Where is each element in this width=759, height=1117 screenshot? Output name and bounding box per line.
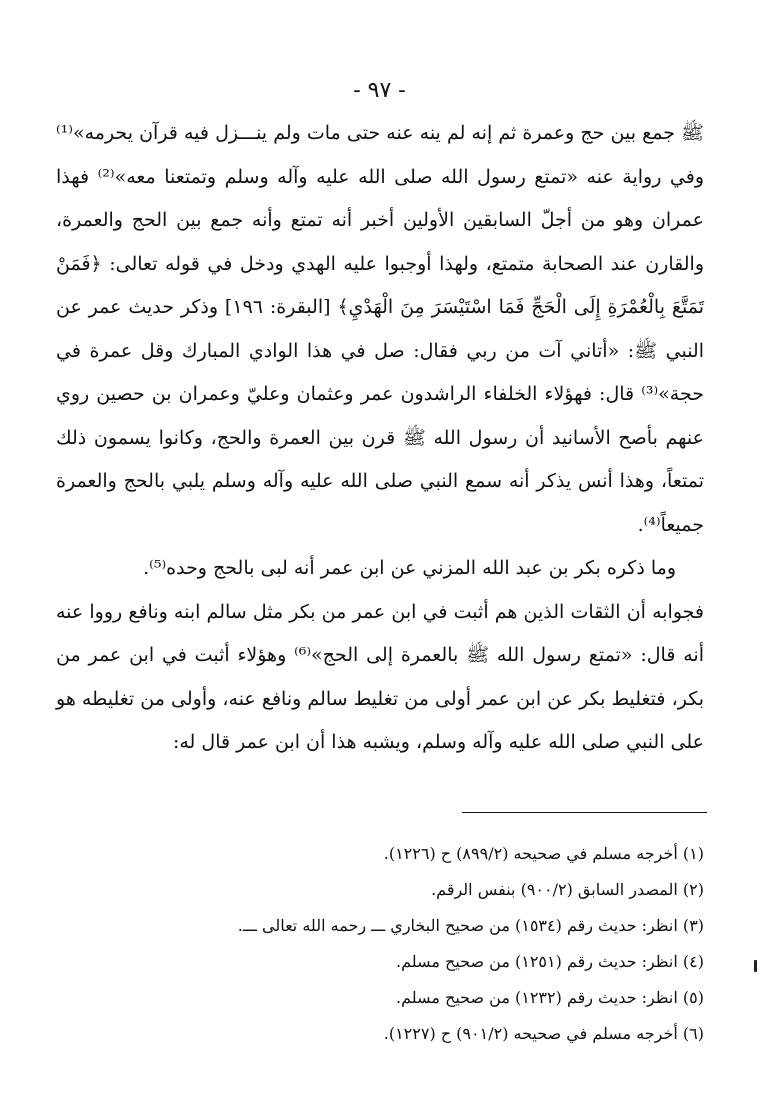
footnote-separator	[462, 812, 707, 813]
footnote: (٤) انظر: حديث رقم (١٢٥١) من صحيح مسلم.	[396, 952, 704, 971]
paragraph: ﷺ جمع بين حج وعمرة ثم إنه لم ينه عنه حتى مات ولم ينـــزل فيه قرآن يحرمه»⁽¹⁾ وفي رواية عنه «تمتع رسول الله صلى الله عليه وآله وسلم وتمتعنا معه»⁽²⁾ فهذا عمران وهو من أجلّ السابقين الأولين أخبر أنه تمتع وأنه جمع بين الحج والعمرة، والقارن عند الصحابة متمتع، ولهذا أوجبوا عليه الهدي ودخل في قوله تعالى: ﴿فَمَنْ تَمَتَّعَ بِالْعُمْرَةِ إِلَى الْحَجِّ فَمَا اسْتَيْسَرَ مِنَ الْهَدْيِ﴾ [البقرة: ١٩٦] وذكر حديث عمر عن النبي ﷺ: «أتاني آت من ربي فقال: صل في هذا الوادي المبارك وقل عمرة في حجة»⁽³⁾ قال: فهؤلاء الخلفاء الراشدون عمر وعثمان وعليّ وعمران بن حصين روي عنهم بأصح الأسانيد أن رسول الله ﷺ قرن بين العمرة والحج، وكانوا يسمون ذلك تمتعاً، وهذا أنس يذكر أنه سمع النبي صلى الله عليه وآله وسلم يلبي بالحج والعمرة جميعاً⁽⁴⁾.	[56, 122, 704, 536]
page-number: - ٩٧ -	[353, 78, 406, 103]
footnotes	[56, 836, 704, 1052]
footnote: (١) أخرجه مسلم في صحيحه (٨٩٩/٢) ح (١٢٢٦).	[383, 844, 704, 863]
paragraph: وما ذكره بكر بن عبد الله المزني عن ابن عمر أنه لبى بالحج وحده⁽⁵⁾.	[143, 557, 676, 579]
footnote: (٢) المصدر السابق (٩٠٠/٢) بنفس الرقم.	[431, 880, 704, 899]
footnote: (٥) انظر: حديث رقم (١٢٣٢) من صحيح مسلم.	[396, 988, 704, 1007]
main-text	[56, 112, 704, 765]
footnote: (٦) أخرجه مسلم في صحيحه (٩٠١/٢) ح (١٢٢٧).	[383, 1024, 704, 1043]
footnote: (٣) انظر: حديث رقم (١٥٣٤) من صحيح البخاري ـــ رحمه الله تعالى ـــ.	[237, 916, 704, 935]
paragraph: فجوابه أن الثقات الذين هم أثبت في ابن عمر من بكر مثل سالم ابنه ونافع رووا عنه أنه قال: «تمتع رسول الله ﷺ بالعمرة إلى الحج»⁽⁶⁾ وهؤلاء أثبت في ابن عمر من بكر، فتغليط بكر عن ابن عمر أولى من تغليط سالم ونافع عنه، وأولى من تغليطه هو على النبي صلى الله عليه وآله وسلم، ويشبه هذا أن ابن عمر قال له:	[56, 600, 704, 753]
scan-edge-mark	[754, 960, 757, 972]
